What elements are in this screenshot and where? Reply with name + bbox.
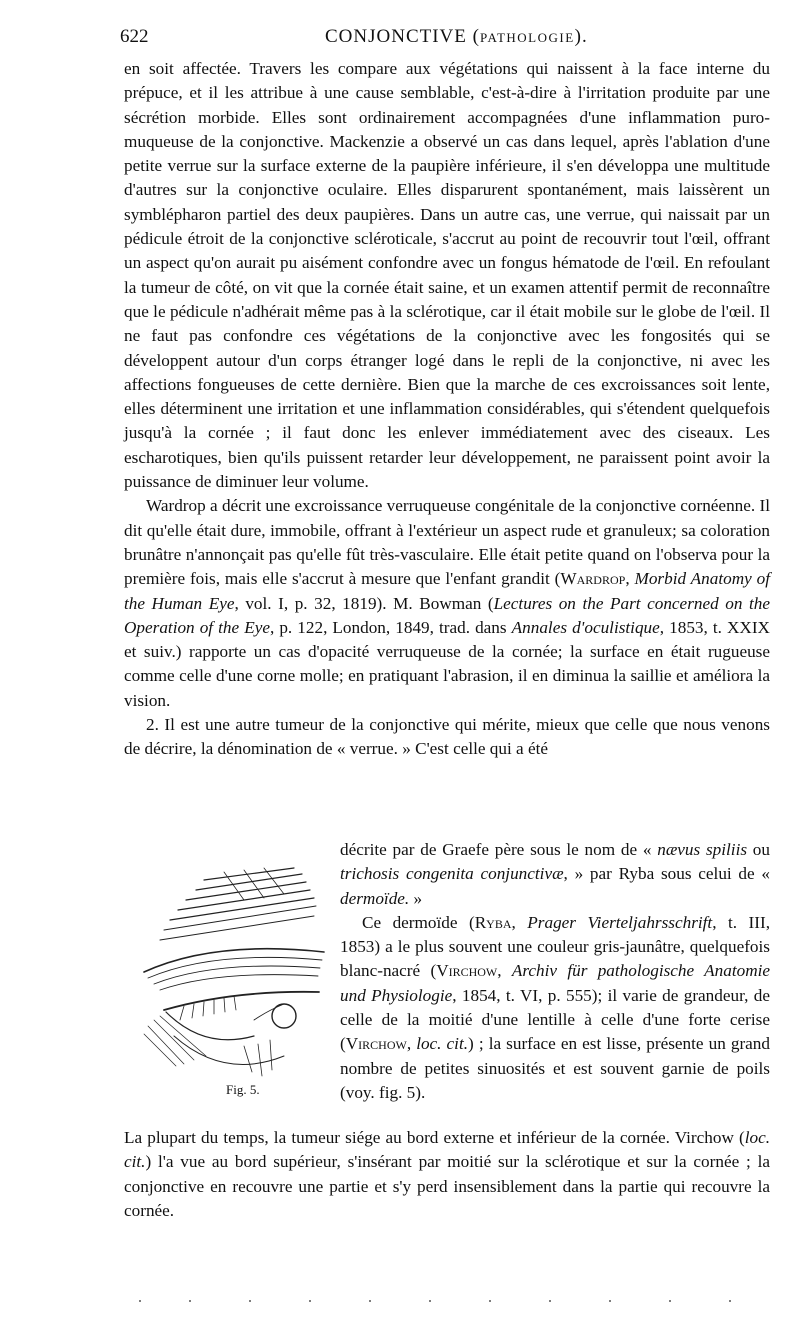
author-virchow-1: Virchow	[436, 961, 498, 981]
p4-text-6: ,	[406, 1034, 417, 1054]
p4-text-1: Ce dermoïde (	[362, 912, 475, 932]
footer-specks	[120, 1296, 770, 1306]
title-annales: Annales d'oculistique	[511, 617, 660, 637]
paragraph-2	[124, 494, 770, 713]
paragraph-3: 2. Il est une autre tumeur de la conjonctive qui mérite, mieux que celle que nous venons de décrire, la dénomination de « verrue. » C'est celle qui a été	[124, 715, 770, 759]
body-text-wrap	[340, 838, 770, 1105]
paragraph-4-continued	[124, 1126, 770, 1223]
para2-text-4: , p. 122, London, 1849, trad. dans	[269, 617, 512, 637]
running-title	[325, 26, 588, 48]
p4-text-4: ,	[497, 961, 512, 981]
running-title-end: ).	[574, 26, 588, 47]
para2-text-3: , vol. I, p. 32, 1819). M. Bowman (	[234, 593, 494, 613]
after-text-2: ) l'a vue au bord supérieur, s'insérant par moitié sur la sclérotique et sur la cornée ; la conjonctive en recouvre une partie et s'y perd insensiblement dans la partie qui recouvre la cornée.	[124, 1152, 770, 1220]
body-text-bottom	[124, 1126, 770, 1223]
wrap-text-4: »	[409, 888, 423, 908]
running-title-sub: PATHOLOGIE	[479, 30, 575, 45]
wrap-text-3: , » par Ryba sous celui de «	[563, 864, 770, 884]
para2-text-5: , 1853, t. XXIX et suiv.) rapporte un cas d'opacité verruqueuse de la cornée; la surface en était rugueuse comme celle d'une corne molle; en pratiquant l'abrasion, il en diminua la saillie et améliora la vision.	[124, 617, 770, 710]
title-prager: Prager Vierteljahrsschrift	[527, 912, 713, 932]
wrap-text-1: décrite par de Graefe père sous le nom de «	[340, 840, 658, 859]
title-archiv: Archiv für pathologische Anatomie und Physiologie	[340, 961, 771, 1005]
page-number: 622	[120, 26, 149, 47]
loc-cit-1: loc. cit.	[416, 1034, 469, 1054]
p4-text-5: , 1854, t. VI, p. 555); il varie de grandeur, de celle de la moitié d'une lentille à celle d'une forte cerise (	[340, 985, 770, 1054]
page-header	[120, 26, 770, 52]
running-title-main: CONJONCTIVE (	[325, 26, 480, 47]
paragraph-1: en soit affectée. Travers les compare aux végétations qui naissent à la face interne du prépuce, et il les attribue à une cause semblable, c'est-à-dire à l'irritation produite par une sécrétion morbide. Elles sont ordinairement accompagnées d'une inflammation puro-muqueuse de la conjonctive. Mackenzie a observé un cas dans lequel, après l'ablation d'une petite verrue sur la surface externe de la paupière inférieure, il s'en développa une multitude d'autres sur la conjonctive oculaire. Elles disparurent spontanément, mais laissèrent un symblépharon partiel des deux paupières. Dans un autre cas, une verrue, qui naissait par un pédicule étroit de la conjonctive scléroticale, s'accrut au point de recouvrir tout l'œil, offrant un aspect qu'on aurait pu aisément confondre avec un fongus hématode de l'œil. En refoulant la tumeur de côté, on vit que la cornée était saine, et un examen attentif permit de reconnaître que le pédicule n'adhérait même pas à la sclérotique, car il était mobile sur le globe de l'œil. Il ne faut pas confondre ces végétations de la conjonctive avec les fongosités qui se développent autour d'un corps étranger logé dans le repli de la conjonctive, ni avec les affections fongueuses de cette dernière. Bien que la marche de ces excroissances soit lente, elles déterminent une irritation et une inflammation considérables, qui s'étendent quelquefois jusqu'à la cornée ; il faut donc les enlever immédiatement avec des ciseaux. Les escharotiques, bien qu'ils puissent retarder leur développement, ne paraissent point avoir la puissance de diminuer leur volume.	[124, 59, 770, 492]
body-text-top	[124, 57, 770, 762]
after-text-1: La plupart du temps, la tumeur siége au bord externe et inférieur de la cornée. Virchow (	[124, 1128, 745, 1147]
figure-5	[134, 860, 334, 1100]
paragraph-4	[340, 911, 770, 1105]
term-dermoide: dermoïde.	[340, 888, 410, 908]
term-naevus: nævus spiliis	[657, 840, 748, 859]
p4-text-2: ,	[511, 912, 528, 932]
author-ryba: Ryba	[474, 912, 512, 932]
title-bowman-lectures: Lectures on the Part concerned on the Operation of the Eye	[124, 593, 770, 637]
author-wardrop: Wardrop	[560, 569, 626, 589]
author-virchow-2: Virchow	[345, 1034, 407, 1054]
title-morbid-anatomy: Morbid Anatomy of the Human Eye	[124, 569, 771, 613]
wrap-text-2: ou	[747, 840, 770, 859]
para2-text-2: ,	[625, 569, 635, 589]
loc-cit-2: loc. cit.	[124, 1128, 770, 1172]
para2-text-1: Wardrop a décrit une excroissance verruqueuse congénitale de la conjonctive cornéenne. Il dit qu'elle était dure, immobile, offrant à l'extérieur un aspect rude et granuleux; sa coloration brunâtre n'annonçait pas qu'elle fût très-vasculaire. Elle était petite quand on l'observa pour la première fois, mais elle s'accrut à mesure que l'enfant grandit (	[124, 496, 770, 589]
p4-text-3: , t. III, 1853) a le plus souvent une couleur gris-jaunâtre, quelquefois blanc-nacré (	[340, 912, 771, 981]
p4-text-7: ) ; la surface en est lisse, présente un grand nombre de petites sinuosités et est souvent garnie de poils (voy. fig. 5).	[340, 1034, 770, 1102]
term-trichosis: trichosis congenita conjunctivæ	[340, 864, 564, 884]
paragraph-3-continued	[340, 838, 770, 911]
eye-illustration	[134, 860, 334, 1100]
figure-caption: Fig. 5.	[226, 1082, 260, 1097]
